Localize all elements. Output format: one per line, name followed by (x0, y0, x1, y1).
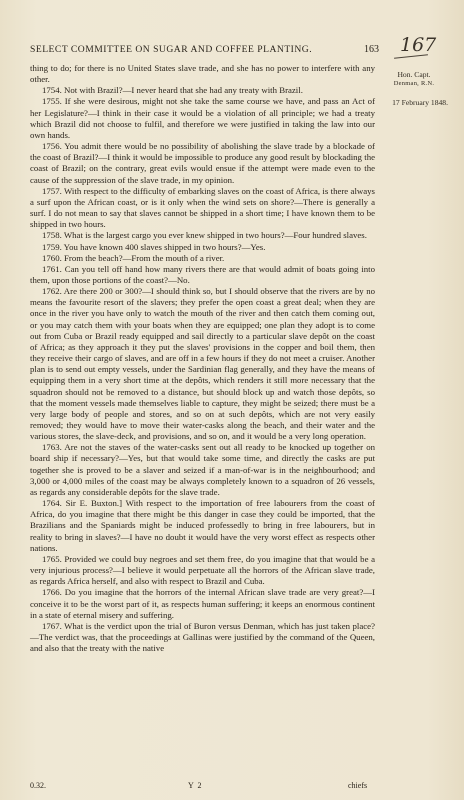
body-text (30, 63, 375, 654)
running-head: SELECT COMMITTEE ON SUGAR AND COFFEE PLANTING. (30, 44, 313, 55)
witness-name: Denman, R.N. (393, 80, 435, 87)
paragraph: 1764. Sir E. Buxton.] With respect to the importation of free labourers from the coast of Africa, do you imagine that there might be this danger in case they could be imported, that the Brazilians and the Spaniards might be induced professedly to bring in free labourers, but in reality to bring in slaves?—I have no doubt it would have the very worst effect as respects other nations. (30, 498, 375, 553)
paragraph: 1762. Are there 200 or 300?—I should think so, but I should observe that the rivers are by no means the favourite resort of the slavers; they prefer the open coast a great deal; when they are once in the river you have only to watch the mouth of the river and then catch them coming out, or you may catch them with your boats when they are equipped; one plan they adopt is to come out from Cuba or Brazil ready equipped and sail directly to a particular slave depôt on the coast of Africa; as they approach it they put the slaves' provisions in the copper and boil them, then they receive their cargo of slaves, and are off in a few hours if they do not meet a cruiser. Another plan is to send out empty vessels, under the Sardinian flag generally, and they have the means of equipping them in a very short time at the depôts, which renders it still more necessary that the squadron should not be removed to a distance, but should block up and watch those depôts, so that the moment vessels made themselves liable to capture, they might be seized; there must be a very large body of people and stores, and so on at such depôts, which are not very easily removed; they would have to move their water-casks along the beach, and their water and the various stores, the slave-deck, and provisions, and so on, and it would be a very long operation. (30, 286, 375, 442)
paragraph: thing to do; for there is no United States slave trade, and she has no power to interfere with any other. (30, 63, 375, 85)
footer-catchword: chiefs (348, 781, 368, 790)
witness-title: Hon. Capt. (397, 70, 431, 79)
paragraph: 1756. You admit there would be no possibility of abolishing the slave trade by a blockade of the coast of Brazil?—I think it would be impossible to produce any good result by blockading the coast of Brazil; on the contrary, great evils would ensue if the attempt were made even to the cause of the suppression of the slave trade, in my opinion. (30, 141, 375, 185)
paragraph: 1755. If she were desirous, might not she take the same course we have, and pass an Act of her Legislature?—I think in their case it would be a violation of all principle; we had a treaty which Brazil did not choose to fulfil, and therefore we were justified in taking the law into our own hands. (30, 96, 375, 140)
paragraph: 1754. Not with Brazil?—I never heard that she had any treaty with Brazil. (42, 85, 303, 96)
paragraph: 1767. What is the verdict upon the trial of Buron versus Denman, which has just taken place?—The verdict was, that the proceedings at Gallinas were justified by the command of the Queen, and also that the treaty with the native (30, 620, 375, 654)
paragraph: 1761. Can you tell off hand how many rivers there are that would admit of boats going into them, upon those portions of the coast?—No. (30, 263, 375, 285)
margin-date: 17 February 1848. (392, 98, 448, 107)
paragraph: 1758. What is the largest cargo you ever knew shipped in two hours?—Four hundred slaves. (42, 230, 367, 241)
page-number: 163 (364, 44, 379, 55)
paragraph: 1759. You have known 400 slaves shipped in two hours?—Yes. (42, 241, 266, 252)
footer-signature: 0.32. (30, 781, 46, 790)
paragraph: 1757. With respect to the difficulty of embarking slaves on the coast of Africa, is there always a surf upon the African coast, or is it only when the wind sets on shore?—There is generally a surf. I do not mean to say that slaves cannot be shipped in a short time; I have known them to be shipped in two hours. (30, 185, 375, 230)
paragraph: 1766. Do you imagine that the horrors of the internal African slave trade are very great?—I conceive it to be the worst part of it, as respects human suffering; it keeps an enormous continent in a state of eternal misery and suffering. (30, 587, 375, 620)
footer-sheet-mark: Y 2 (188, 781, 203, 790)
handwritten-folio-number: 167 (400, 34, 437, 56)
paragraph: 1763. Are not the staves of the water-casks sent out all ready to be knocked up together on board ship if necessary?—Yes, but that would take some time, and directly the casks are put together she is proved to be a slaver and seized if a man-of-war is in the neighbourhood; and 3,000 or 4,000 miles of the coast may be always completely known to a squadron of 26 vessels, as regards any considerable depôts for the slave trade. (30, 442, 375, 497)
margin-witness (384, 70, 444, 88)
paragraph: 1760. From the beach?—From the mouth of a river. (42, 252, 225, 263)
paragraph: 1765. Provided we could buy negroes and set them free, do you imagine that that would be a very injurious process?—I believe it would perpetuate all the horrors of the African slave trade, as regards Africa herself, and also with respect to Brazil and Cuba. (30, 553, 375, 587)
